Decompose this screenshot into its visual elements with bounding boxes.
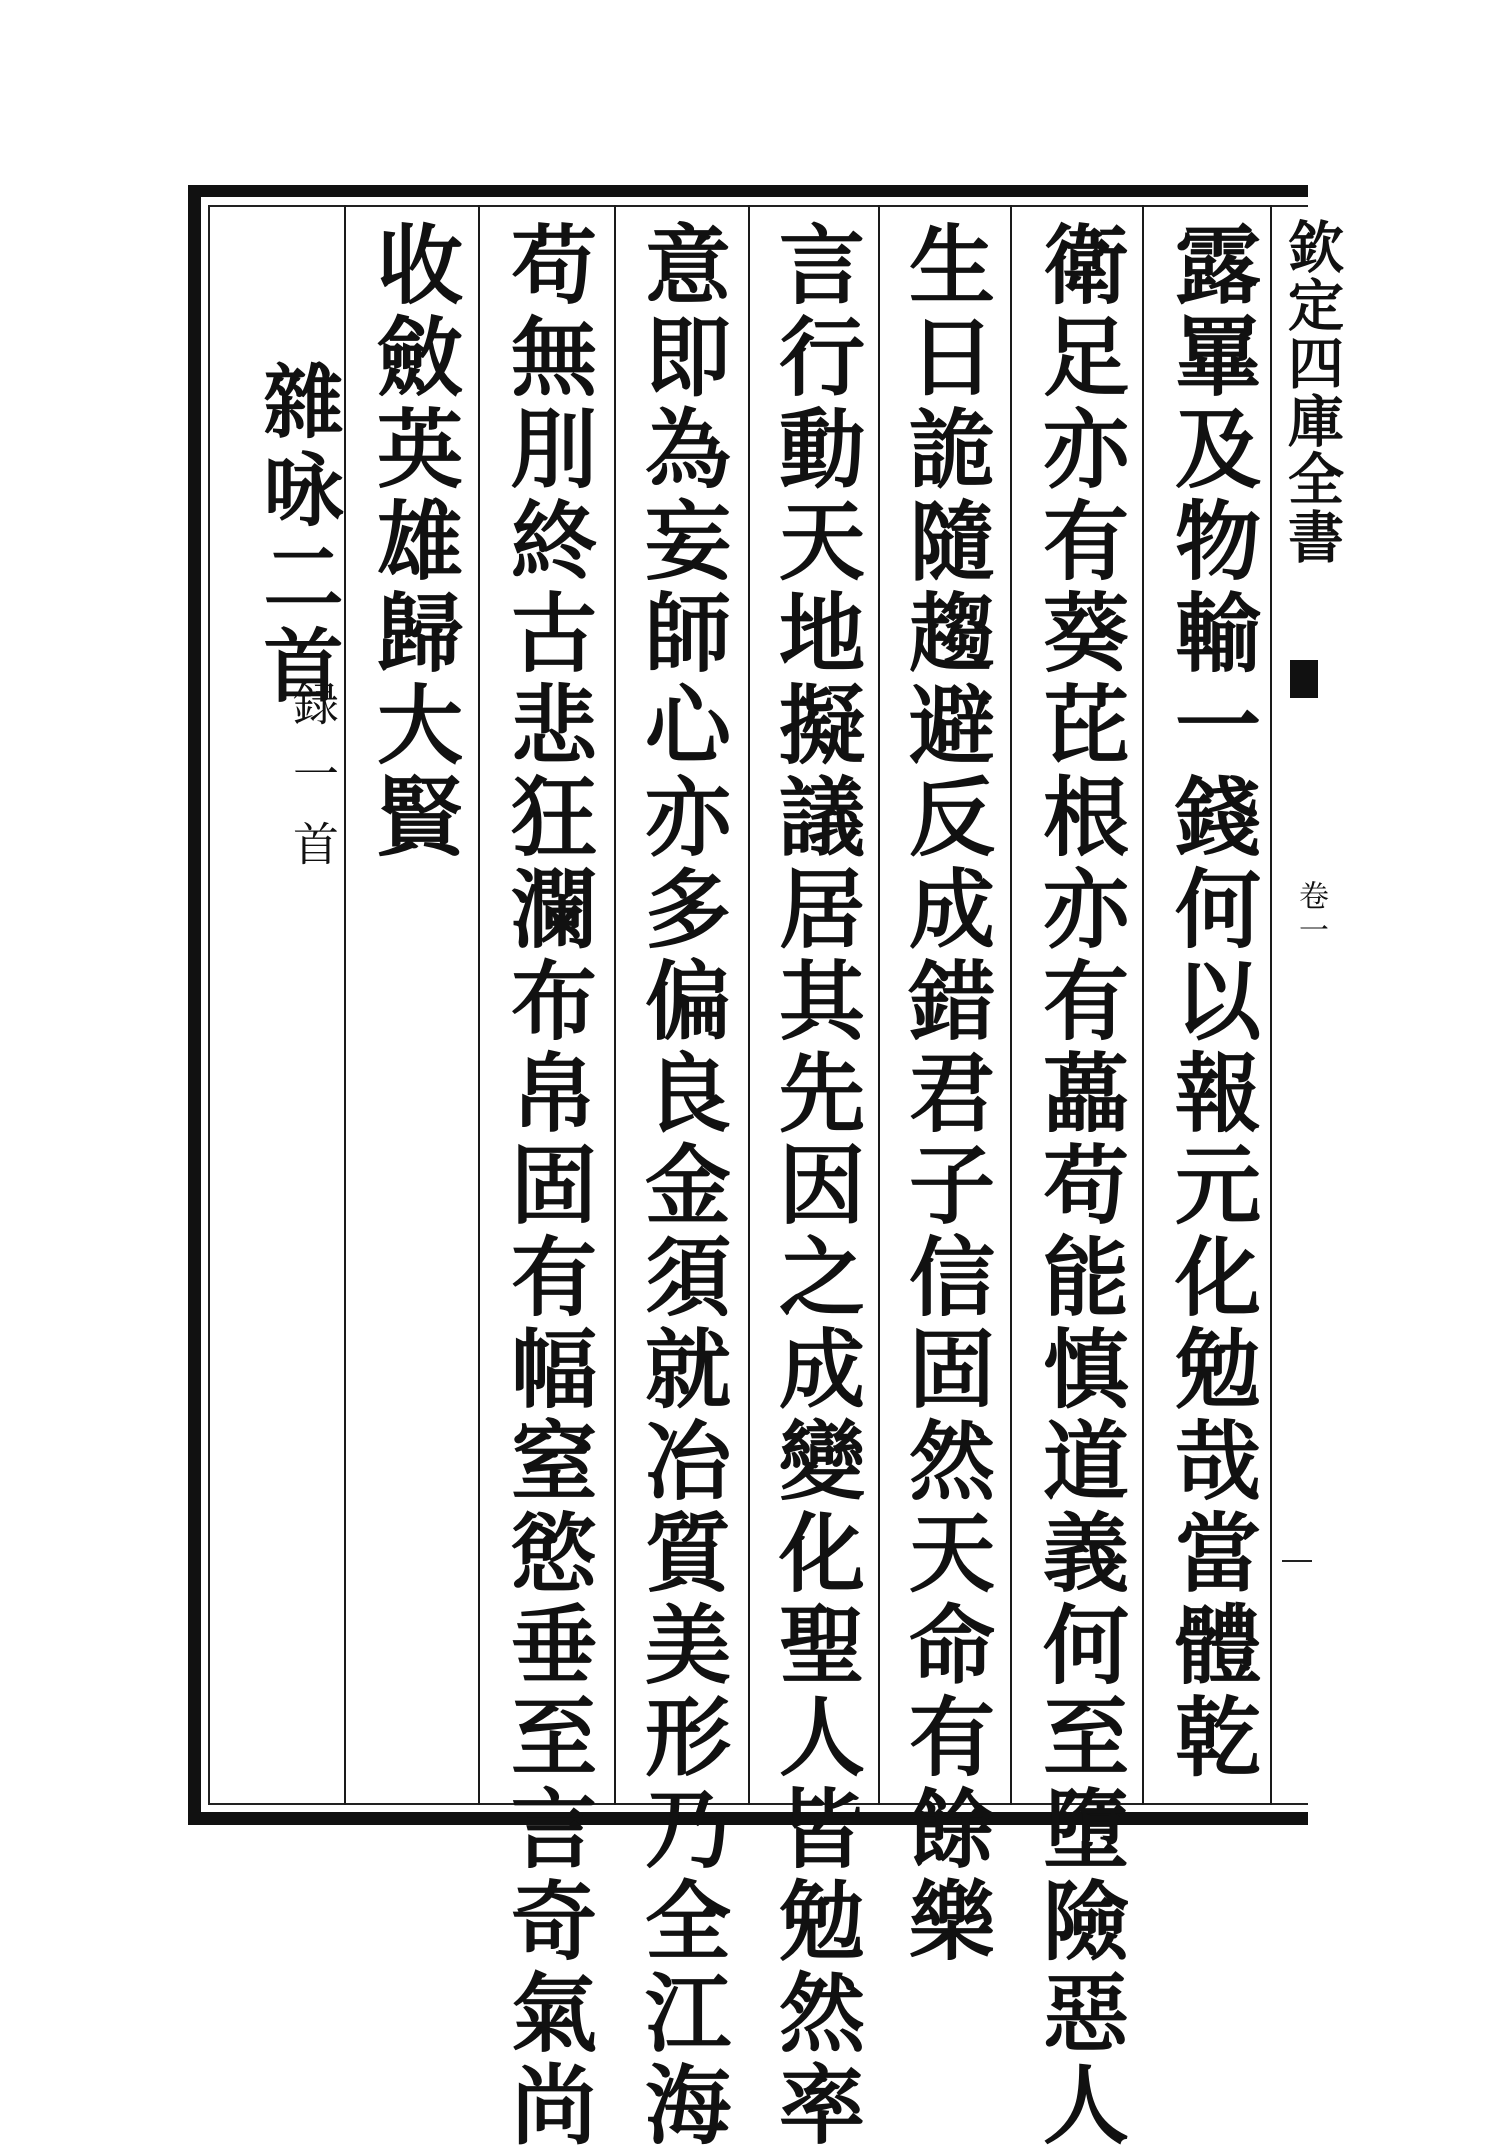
column-rule: [748, 205, 750, 1805]
column-rule: [478, 205, 480, 1805]
poem-title: 雜咏二首: [250, 360, 344, 712]
spine-title: 欽定四庫全書: [1279, 218, 1345, 566]
text-column-6: 苟無刖終古悲狂瀾布帛固有幅窒慾垂至言奇氣尚: [496, 220, 597, 2152]
spine-volume: 卷一: [1293, 880, 1328, 948]
column-rule: [1142, 205, 1144, 1805]
spine-tick: [1282, 1560, 1312, 1562]
spine-fishtail-mark: [1290, 660, 1318, 698]
poem-note: 録一首: [286, 680, 340, 890]
text-column-7: 收斂英雄歸大賢: [362, 220, 463, 864]
column-rule: [1010, 205, 1012, 1805]
text-column-4: 言行動天地擬議居其先因之成變化聖人皆勉然率: [764, 220, 865, 2152]
text-column-1: 露罼及物輸一錢何以報元化勉哉當體乾: [1160, 220, 1261, 1784]
text-column-2: 衛足亦有葵芘根亦有藟苟能慎道義何至墮險惡人: [1028, 220, 1129, 2152]
text-column-3: 生日詭隨趨避反成錯君子信固然天命有餘樂: [894, 220, 995, 1968]
text-column-5: 意即為妄師心亦多偏良金須就冶質美形乃全江海: [630, 220, 731, 2152]
column-rule: [614, 205, 616, 1805]
column-rule: [878, 205, 880, 1805]
